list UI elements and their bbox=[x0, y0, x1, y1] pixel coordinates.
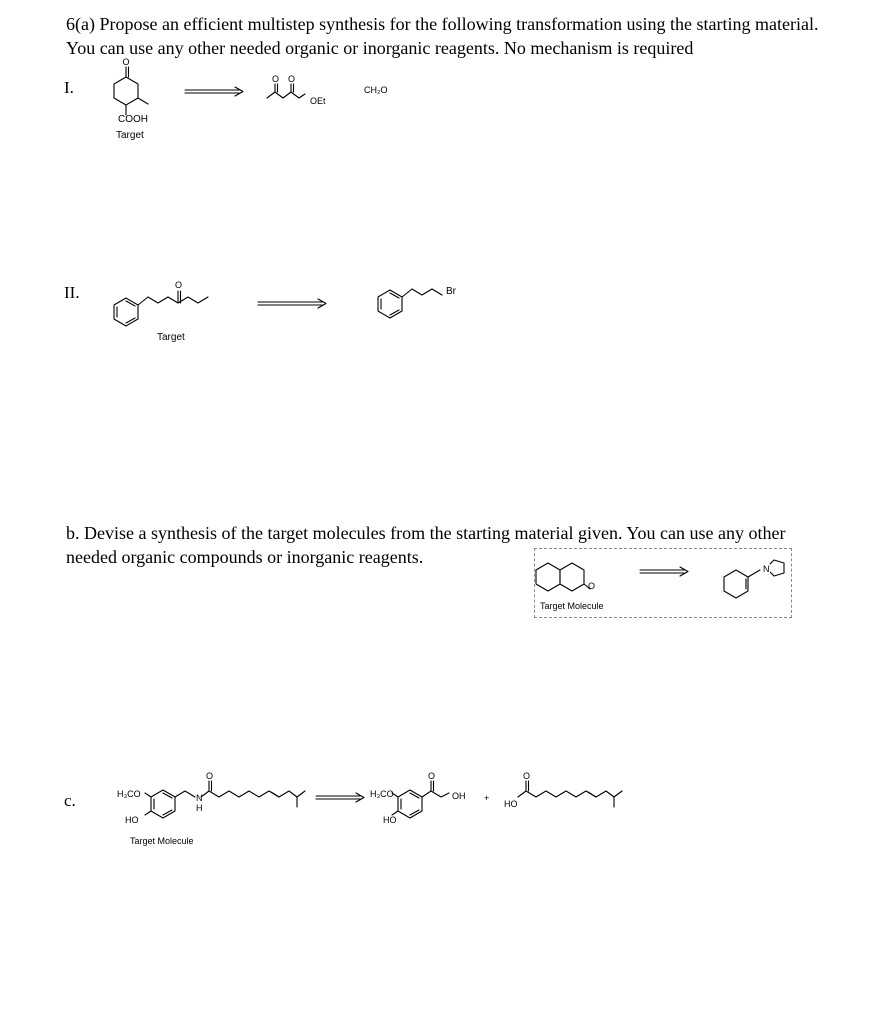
aromatic-ring bbox=[398, 790, 422, 818]
question-b-line-2: needed organic compounds or inorganic reagents. bbox=[66, 547, 424, 567]
question-b-target-structure bbox=[534, 555, 594, 600]
part-i-oet: OEt bbox=[310, 96, 326, 106]
question-c-amide-h: H bbox=[196, 803, 203, 813]
question-c-acid-methoxy: H₃CO bbox=[370, 789, 394, 799]
cyclohexene-ring bbox=[724, 570, 748, 598]
fatty-acid-chain bbox=[518, 791, 614, 797]
question-c-target-hydroxy: HO bbox=[125, 815, 139, 825]
question-c-acid-hydroxy: HO bbox=[383, 815, 397, 825]
ester-oxygen: O bbox=[288, 74, 296, 84]
question-b-arrow bbox=[640, 566, 692, 578]
question-b-oxygen: O bbox=[588, 581, 596, 591]
part-ii-bromine: Br bbox=[446, 286, 456, 297]
ketoester-chain bbox=[267, 92, 305, 98]
question-c-target-structure bbox=[115, 770, 320, 830]
part-i-target-label: Target bbox=[116, 130, 144, 141]
ketone-oxygen: O bbox=[122, 57, 130, 67]
cyclohexane-ring bbox=[114, 77, 138, 105]
question-a-line-2: You can use any other needed organic or inorganic reagents. No mechanism is required bbox=[66, 38, 694, 58]
ketone-oxygen: O bbox=[175, 280, 183, 290]
part-ii-numeral: II. bbox=[64, 283, 80, 302]
question-b-target-label: Target Molecule bbox=[540, 601, 604, 611]
question-b-enamine-structure bbox=[722, 555, 792, 600]
part-i-ketoester-structure bbox=[265, 72, 335, 112]
question-b-nitrogen: N bbox=[763, 564, 770, 574]
methyl-bond bbox=[138, 98, 148, 104]
question-c-acid-oh: OH bbox=[452, 791, 466, 801]
part-ii-target-label: Target bbox=[157, 332, 185, 343]
part-i-arrow bbox=[185, 86, 247, 98]
acid-oxygen: O bbox=[428, 771, 436, 781]
aromatic-ring bbox=[151, 790, 175, 818]
decalin-ring-b bbox=[560, 563, 584, 591]
part-i-cooh: COOH bbox=[118, 114, 148, 125]
question-c-target-label: Target Molecule bbox=[130, 836, 194, 846]
question-c-amide-n: N bbox=[196, 793, 203, 803]
benzene-ring bbox=[114, 298, 138, 326]
question-c-arrow bbox=[316, 792, 368, 804]
question-b-line-1: b. Devise a synthesis of the target molecules from the starting material given. You can use any other bbox=[66, 523, 786, 543]
alkyl-chain bbox=[402, 289, 442, 297]
acetic-acid-chain bbox=[422, 791, 449, 797]
question-c-fatty-acid-structure bbox=[500, 770, 630, 820]
amide-oxygen: O bbox=[206, 771, 214, 781]
part-ii-arrow bbox=[258, 298, 330, 310]
part-ii-target-structure bbox=[108, 270, 228, 330]
ketone-oxygen: O bbox=[272, 74, 280, 84]
question-c-fatty-acid-ho: HO bbox=[504, 799, 518, 809]
benzyl-linker bbox=[175, 791, 195, 797]
alkyl-chain bbox=[138, 297, 208, 305]
benzene-ring bbox=[378, 290, 402, 318]
question-c-target-methoxy: H₃CO bbox=[117, 789, 141, 799]
fatty-chain bbox=[201, 791, 297, 797]
part-i-numeral: I. bbox=[64, 78, 74, 97]
decalin-ring-a bbox=[536, 563, 560, 591]
carboxyl-oxygen: O bbox=[523, 771, 531, 781]
question-c-plus: + bbox=[484, 793, 490, 803]
question-a-line-1: 6(a) Propose an efficient multistep synthesis for the following transformation using the starting material. bbox=[66, 14, 819, 34]
part-i-reagent: CH₂O bbox=[364, 85, 388, 95]
question-c-label: c. bbox=[64, 791, 76, 810]
enamine-bond bbox=[748, 570, 760, 577]
